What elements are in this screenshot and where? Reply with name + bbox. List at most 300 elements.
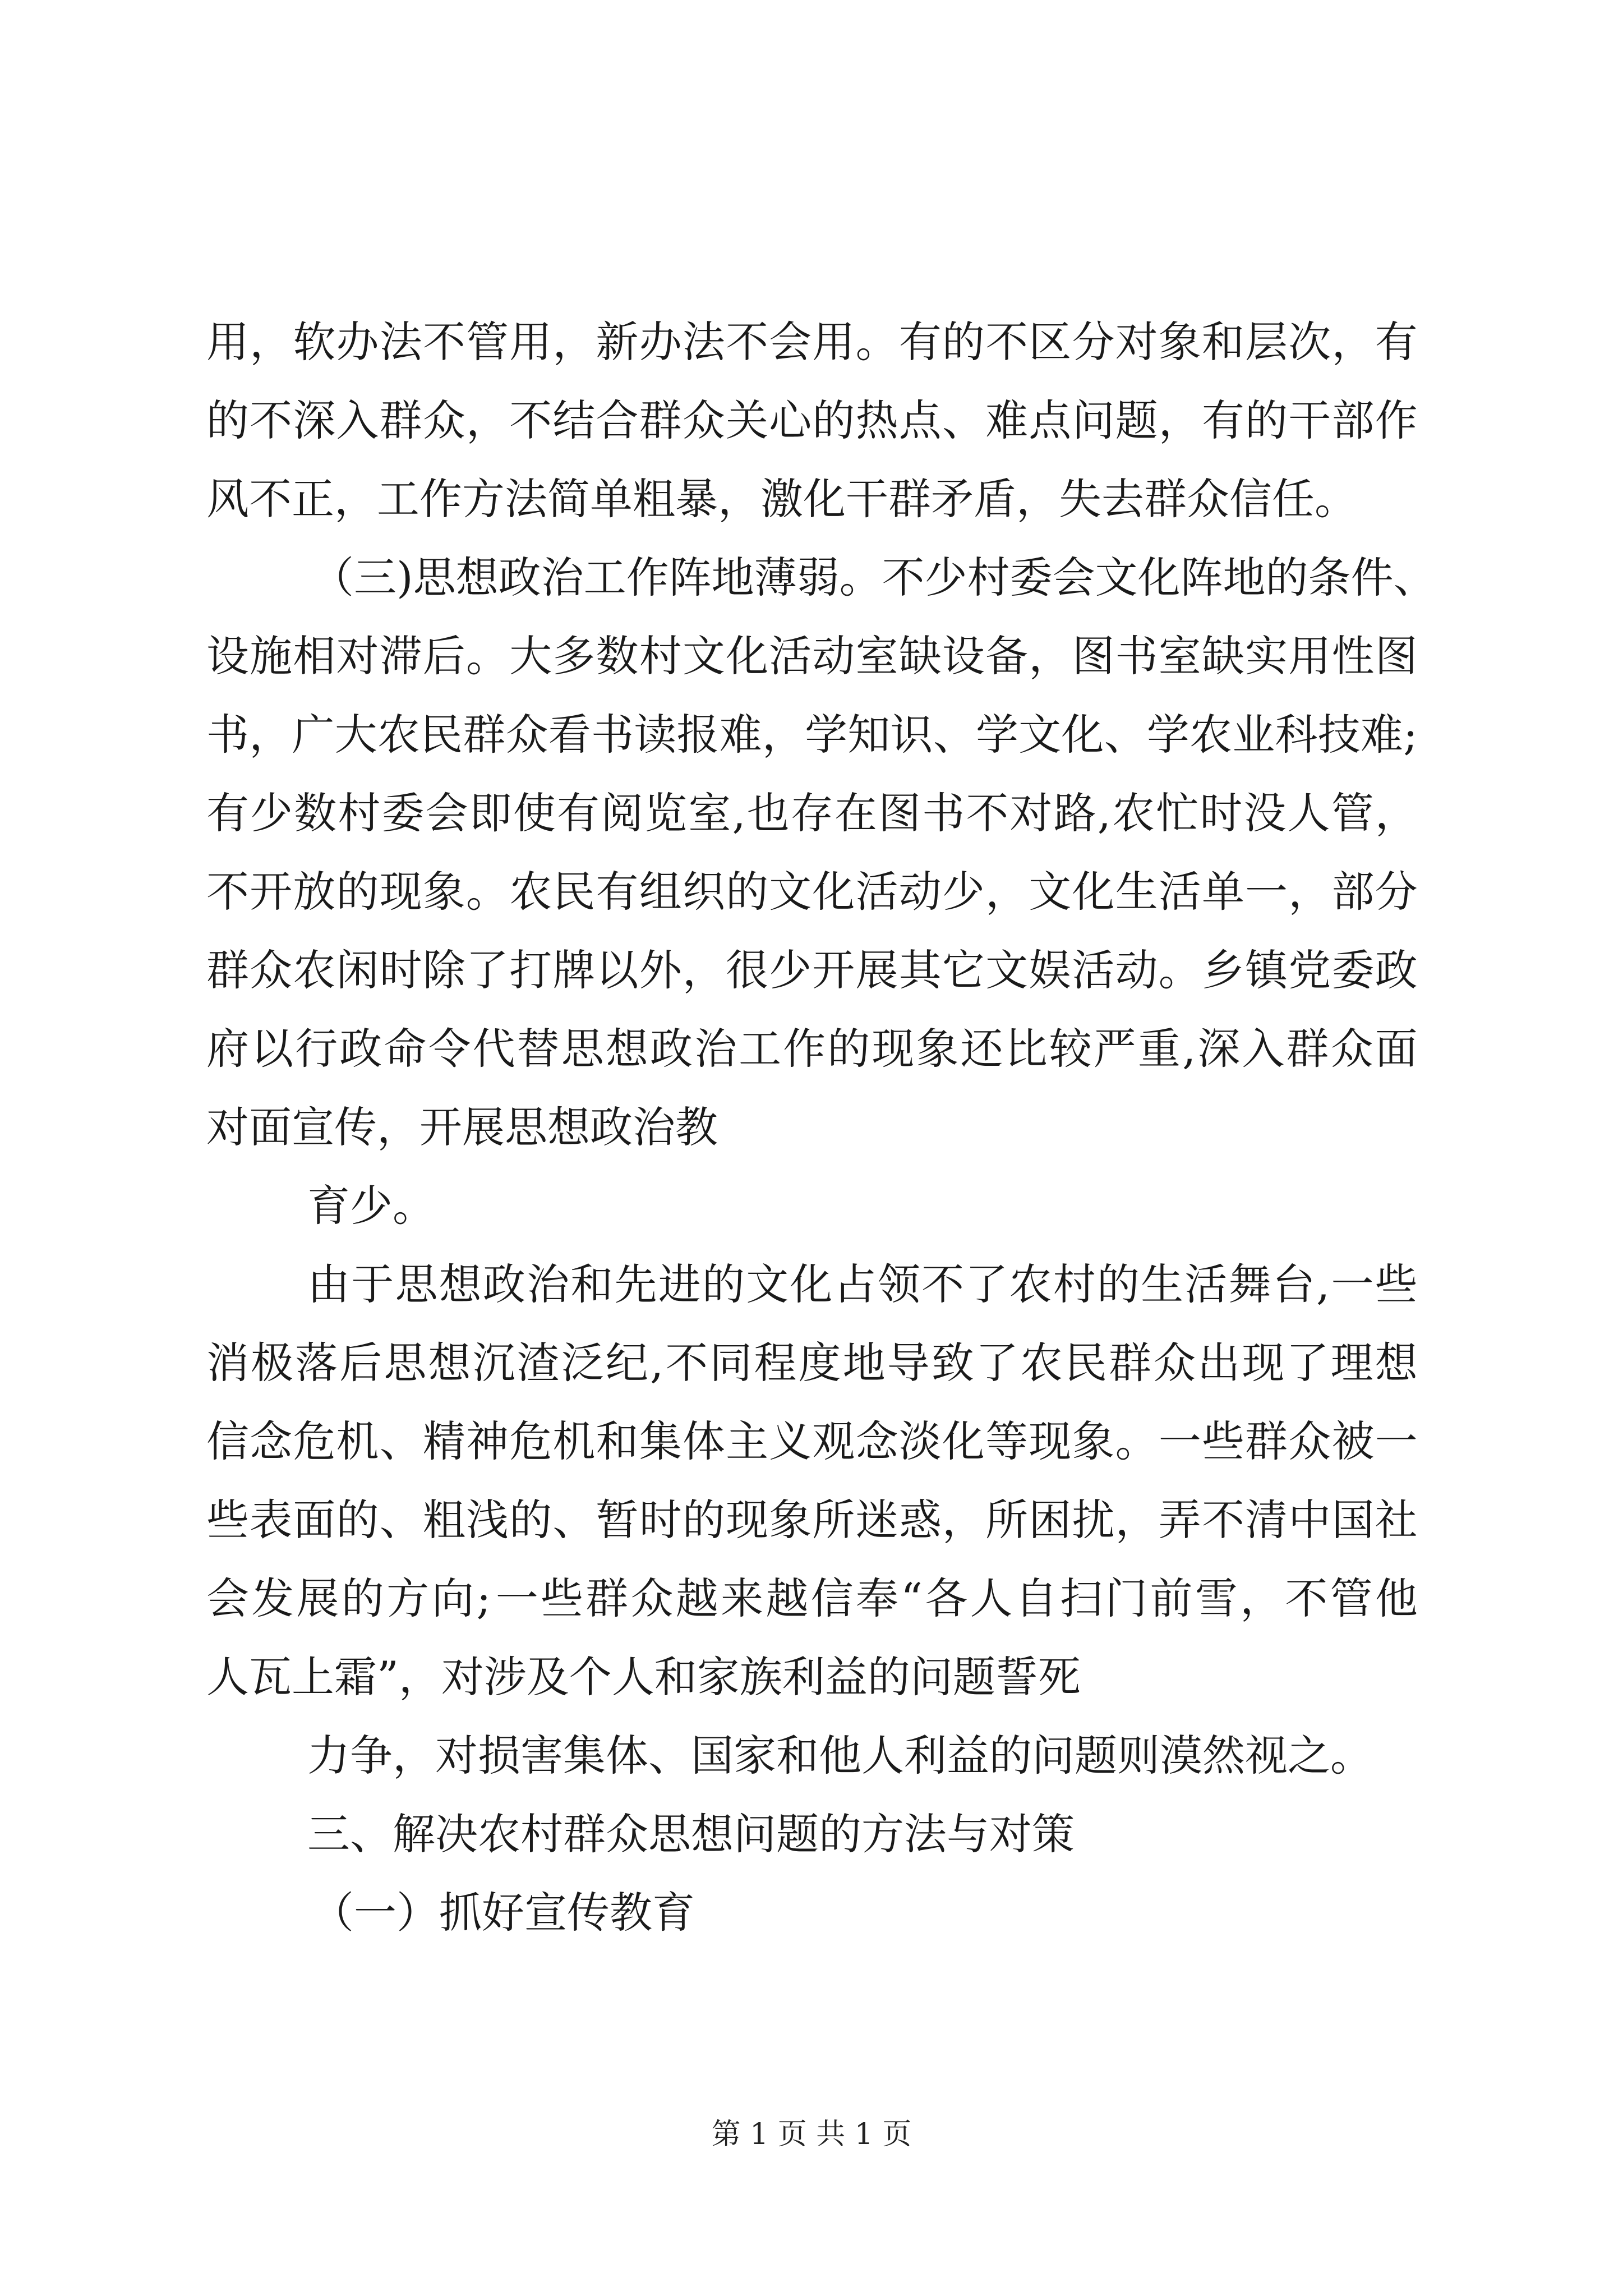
text-char: ) [396, 553, 413, 602]
text-char: 社 [1375, 1495, 1418, 1545]
text-char: 设 [206, 631, 249, 681]
text-char: 动 [1115, 945, 1158, 995]
text-char: 来 [721, 1573, 764, 1623]
text-char: 面 [293, 1495, 336, 1545]
text-char: 群 [585, 1573, 629, 1623]
text-char: 除 [422, 945, 465, 995]
text-char: 表 [250, 1495, 293, 1545]
text-char: 的 [509, 1495, 552, 1545]
text-char: 代 [472, 1024, 515, 1074]
text-char: 地 [1223, 553, 1266, 602]
text-char: 文 [682, 631, 725, 681]
text-char: 思 [384, 1338, 427, 1388]
text-char: 机 [336, 1416, 379, 1466]
text-char: 象 [1072, 1416, 1115, 1466]
text-char: 念 [855, 1416, 898, 1466]
text-char: 的 [1096, 1259, 1140, 1309]
text-char: 同 [709, 1338, 753, 1388]
text-char: 薄 [754, 553, 797, 602]
text-char: 村 [338, 788, 381, 838]
text-char: 有 [1375, 317, 1418, 367]
text-char: 组 [639, 867, 682, 917]
text-char: 阅 [601, 788, 644, 838]
text-char: 越 [675, 1573, 718, 1623]
text-char: 等 [985, 1416, 1029, 1466]
text-char: “ [901, 1573, 923, 1623]
text-char: 农 [293, 945, 336, 995]
text-char: 委 [1009, 553, 1053, 602]
text-char: 活 [769, 631, 812, 681]
text-char: 和 [570, 1259, 614, 1309]
text-char: 替 [517, 1024, 560, 1074]
text-char: 会 [1052, 553, 1095, 602]
text-char: 众 [1288, 1416, 1331, 1466]
text-char: 。 [466, 867, 509, 917]
text-char: 弱 [796, 553, 840, 602]
text-char: 观 [812, 1416, 855, 1466]
text-char: 命 [384, 1024, 427, 1074]
text-char: 结 [552, 395, 596, 445]
text-char: 有 [557, 788, 600, 838]
text-char: 的 [341, 1573, 384, 1623]
text-char: 打 [509, 945, 552, 995]
text-char: 很 [726, 945, 769, 995]
text-char: 娱 [1029, 945, 1072, 995]
text-char: 办 [336, 317, 379, 367]
text-line: 人瓦上霜”，对涉及个人和家族利益的问题誓死 [206, 1652, 1081, 1702]
text-char: 化 [1137, 553, 1181, 602]
text-char: 部 [1331, 395, 1375, 445]
text-char: 象 [916, 1024, 959, 1074]
text-char: 动 [898, 867, 942, 917]
text-char: 些 [541, 1573, 583, 1623]
text-char: 发 [251, 1573, 294, 1623]
text-char: 暂 [596, 1495, 639, 1545]
text-char: 象 [769, 1495, 812, 1545]
text-char: 化 [1061, 710, 1104, 760]
text-char: 一 [1331, 1259, 1374, 1309]
text-char: 严 [1093, 1024, 1136, 1074]
text-char: 不 [422, 317, 465, 367]
text-char: 沉 [472, 1338, 515, 1388]
text-char: 多 [552, 631, 596, 681]
text-line: 风不正，工作方法简单粗暴，激化干群矛盾，失去群众信任。 [206, 474, 1357, 524]
text-char: 的 [682, 1495, 725, 1545]
text-char: 的 [336, 1495, 379, 1545]
text-char: 众 [422, 395, 465, 445]
text-char: 没 [1243, 788, 1287, 838]
text-char: 现 [872, 1024, 915, 1074]
text-char: 少 [924, 553, 967, 602]
text-char: , [1316, 1259, 1330, 1309]
text-char: 一 [1375, 1416, 1418, 1466]
text-char: 一 [495, 1573, 538, 1623]
text-char: 众 [1153, 1338, 1196, 1388]
text-char: 奉 [855, 1573, 898, 1623]
text-char: 度 [798, 1338, 841, 1388]
text-char: 生 [1141, 1259, 1184, 1309]
text-char: 方 [386, 1573, 430, 1623]
text-char: 的 [206, 395, 249, 445]
text-char: 分 [1072, 317, 1115, 367]
text-char: 广 [292, 710, 335, 760]
text-char: 众 [1330, 1024, 1373, 1074]
text-char: 进 [658, 1259, 701, 1309]
text-char: 了 [975, 1338, 1018, 1388]
text-char: 题 [1115, 395, 1158, 445]
text-char: 精 [422, 1416, 465, 1466]
text-char: 入 [1242, 1024, 1285, 1074]
text-char: 化 [1072, 867, 1115, 917]
text-char: 政 [498, 553, 541, 602]
text-line [206, 707, 1418, 763]
text-char: 想 [428, 1338, 471, 1388]
text-char: 极 [251, 1338, 294, 1388]
text-char: 活 [1072, 945, 1115, 995]
text-char: 深 [1197, 1024, 1241, 1074]
text-char: 对 [1115, 317, 1158, 367]
text-char: 信 [810, 1573, 854, 1623]
text-char: 面 [1375, 1024, 1418, 1074]
text-char: 管 [1330, 1573, 1373, 1623]
text-char: 现 [1242, 1338, 1285, 1388]
text-char: 领 [877, 1259, 920, 1309]
text-char: 心 [769, 395, 812, 445]
text-char: ; [1403, 710, 1418, 760]
text-char: 危 [509, 1416, 552, 1466]
text-char: 众 [250, 945, 293, 995]
text-char: 些 [1375, 1259, 1418, 1309]
text-char: 化 [726, 631, 769, 681]
text-char: 出 [1197, 1338, 1241, 1388]
text-char: 化 [812, 867, 855, 917]
text-line [206, 628, 1418, 684]
text-char: 不 [921, 1259, 965, 1309]
text-char: 众 [505, 710, 548, 760]
text-char: 时 [1200, 788, 1243, 838]
text-char: 群 [379, 395, 422, 445]
text-line [206, 1492, 1418, 1548]
text-char: 闲 [336, 945, 379, 995]
text-char: 其 [898, 945, 942, 995]
text-char: 治 [541, 553, 584, 602]
text-char: 会 [425, 788, 468, 838]
text-char: 作 [626, 553, 669, 602]
text-char: 现 [726, 1495, 769, 1545]
text-char: 法 [682, 317, 725, 367]
text-line: 育少。 [307, 1181, 435, 1231]
text-line [206, 1335, 1418, 1391]
text-char: 农 [377, 710, 420, 760]
text-char: ， [250, 317, 293, 367]
text-char: 工 [583, 553, 626, 602]
text-char: 纪 [605, 1338, 648, 1388]
text-char: 路 [1053, 788, 1096, 838]
text-char: 的 [702, 1259, 745, 1309]
text-char: 自 [1015, 1573, 1058, 1623]
text-char: 文 [1018, 710, 1062, 760]
text-char: 不 [1201, 1495, 1244, 1545]
text-char: 象 [422, 867, 465, 917]
text-char: 行 [295, 1024, 338, 1074]
text-char: 时 [639, 1495, 682, 1545]
text-char: 想 [1375, 1338, 1418, 1388]
text-char: 的 [726, 867, 769, 917]
text-char: 所 [812, 1495, 855, 1545]
text-char: 不 [665, 1338, 708, 1388]
text-char: 一 [1158, 1416, 1201, 1466]
text-char: 书 [206, 710, 249, 760]
text-char: 在 [834, 788, 878, 838]
text-char: 设 [942, 631, 985, 681]
text-char: 现 [379, 867, 422, 917]
text-char: 用 [1288, 631, 1331, 681]
text-char: 的 [827, 1024, 870, 1074]
text-char: 化 [790, 1259, 833, 1309]
text-char: 入 [336, 395, 379, 445]
page-footer: 第 1 页 共 1 页 [711, 2118, 912, 2151]
text-char: 法 [379, 317, 422, 367]
text-char: ， [552, 317, 596, 367]
text-char: 用 [509, 317, 552, 367]
text-char: 条 [1308, 553, 1351, 602]
text-char: 滞 [379, 631, 422, 681]
text-char: 思 [413, 553, 456, 602]
text-char: 活 [1158, 867, 1201, 917]
text-char: 扫 [1060, 1573, 1103, 1623]
text-char: 由 [307, 1259, 350, 1309]
text-char: 各 [925, 1573, 968, 1623]
text-char: 浅 [466, 1495, 509, 1545]
text-char: 民 [420, 710, 463, 760]
text-char: 中 [1288, 1495, 1331, 1545]
text-char: 的 [812, 395, 855, 445]
text-char: 数 [596, 631, 639, 681]
text-char: ; [476, 1573, 491, 1623]
text-char: 会 [769, 317, 812, 367]
text-char: 乡 [1201, 945, 1244, 995]
text-char: 对 [336, 631, 379, 681]
text-char: 危 [293, 1416, 336, 1466]
text-char: 备 [985, 631, 1029, 681]
text-char: 消 [206, 1338, 249, 1388]
text-char: 党 [1288, 945, 1331, 995]
text-char: 惑 [898, 1495, 942, 1545]
section-heading: 三、解决农村群众思想问题的方法与对策 [307, 1809, 1075, 1859]
text-char: ， [1158, 395, 1201, 445]
text-char: 、 [942, 395, 985, 445]
text-char: 工 [739, 1024, 782, 1074]
text-char: 阵 [668, 553, 712, 602]
text-char: 室 [1158, 631, 1201, 681]
text-char: 占 [833, 1259, 877, 1309]
text-char: 性 [1331, 631, 1375, 681]
text-char: 难 [719, 710, 762, 760]
text-char: , [1182, 1024, 1196, 1074]
text-char: 技 [1317, 710, 1361, 760]
text-char: 民 [552, 867, 596, 917]
text-char: 存 [790, 788, 833, 838]
text-char: 书 [922, 788, 965, 838]
text-char: 所 [985, 1495, 1029, 1545]
text-char: 施 [250, 631, 293, 681]
text-char: ， [1375, 788, 1418, 838]
text-char: 理 [1330, 1338, 1373, 1388]
text-char: 现 [1029, 1416, 1072, 1466]
text-char: 报 [676, 710, 720, 760]
text-char: 缺 [1201, 631, 1244, 681]
text-char: 、 [379, 1495, 422, 1545]
text-char: 展 [296, 1573, 339, 1623]
text-char: 国 [1331, 1495, 1375, 1545]
text-char: 。 [855, 317, 898, 367]
text-char: 越 [766, 1573, 809, 1623]
text-char: 管 [1331, 788, 1374, 838]
text-line: 力争，对损害集体、国家和他人利益的问题则漠然视之。 [307, 1731, 1373, 1780]
text-char: 较 [1049, 1024, 1092, 1074]
text-char: 室 [688, 788, 731, 838]
text-char: 了 [965, 1259, 1008, 1309]
text-char: 。 [466, 631, 509, 681]
text-char: 比 [1004, 1024, 1048, 1074]
text-char: 关 [726, 395, 769, 445]
text-char: 。 [1158, 945, 1201, 995]
text-char: 书 [1115, 631, 1158, 681]
text-char: 泛 [561, 1338, 604, 1388]
text-char: 少 [942, 867, 985, 917]
text-char: 致 [931, 1338, 974, 1388]
text-char: 难 [985, 395, 1029, 445]
text-char: 舞 [1228, 1259, 1271, 1309]
text-char: 时 [379, 945, 422, 995]
text-char: 政 [649, 1024, 693, 1074]
text-char: ， [1331, 317, 1375, 367]
text-char: 政 [339, 1024, 382, 1074]
text-char: 活 [1184, 1259, 1228, 1309]
text-char: 牌 [552, 945, 596, 995]
text-char: 有 [206, 788, 249, 838]
text-char: 了 [1286, 1338, 1329, 1388]
text-char: 学 [805, 710, 848, 760]
text-char: 委 [381, 788, 425, 838]
text-char: 了 [466, 945, 509, 995]
text-char: 想 [605, 1024, 648, 1074]
text-char: 对 [1009, 788, 1053, 838]
text-char: 向 [431, 1573, 474, 1623]
text-char: 雪 [1195, 1573, 1238, 1623]
text-char: 少 [769, 945, 812, 995]
text-char: 群 [1109, 1338, 1152, 1388]
text-char: 。 [839, 553, 882, 602]
text-char: 分 [1375, 867, 1418, 917]
text-char: 区 [1029, 317, 1072, 367]
text-char: 的 [1245, 395, 1288, 445]
text-char: 动 [812, 631, 855, 681]
text-char: 不 [966, 788, 1009, 838]
text-char: 点 [898, 395, 942, 445]
text-char: 忙 [1156, 788, 1199, 838]
text-char: 弄 [1158, 1495, 1201, 1545]
text-char: 门 [1105, 1573, 1148, 1623]
text-char: 扰 [1072, 1495, 1115, 1545]
text-char: 治 [694, 1024, 737, 1074]
text-char: 展 [855, 945, 898, 995]
text-char: 地 [711, 553, 754, 602]
text-char: 、 [379, 1416, 422, 1466]
text-char: ， [682, 945, 725, 995]
text-char: 农 [1009, 1259, 1052, 1309]
text-char: 图 [1375, 631, 1418, 681]
text-char: 文 [746, 1259, 789, 1309]
text-line [206, 785, 1418, 841]
subsection-heading: （一）抓好宣传教育 [311, 1888, 695, 1938]
text-char: 管 [466, 317, 509, 367]
text-char: 室 [855, 631, 898, 681]
text-char: 图 [878, 788, 921, 838]
text-char: 、 [933, 710, 976, 760]
text-char: 淡 [898, 1416, 942, 1466]
text-char: 困 [1029, 1495, 1072, 1545]
text-char: 群 [639, 395, 682, 445]
text-char: 难 [1360, 710, 1403, 760]
text-char: 不 [882, 553, 925, 602]
text-char: 村 [639, 631, 682, 681]
text-char: 和 [596, 1416, 639, 1466]
text-char: 文 [769, 867, 812, 917]
text-char: 生 [1115, 867, 1158, 917]
text-char: 群 [463, 710, 506, 760]
text-char: 村 [967, 553, 1010, 602]
text-char: 不 [206, 867, 249, 917]
text-char: 热 [855, 395, 898, 445]
text-char: 府 [206, 1024, 249, 1074]
text-char: 还 [960, 1024, 1003, 1074]
text-char: 神 [466, 1416, 509, 1466]
text-char: 众 [682, 395, 725, 445]
text-char: 想 [439, 1259, 482, 1309]
text-char: 它 [942, 945, 985, 995]
text-char: 的 [336, 867, 379, 917]
text-char: 会 [206, 1573, 249, 1623]
text-char: 图 [1072, 631, 1115, 681]
text-char: 缺 [898, 631, 942, 681]
text-char: 深 [293, 395, 336, 445]
text-char: 义 [769, 1416, 812, 1466]
text-char: ， [466, 395, 509, 445]
text-char: 化 [942, 1416, 985, 1466]
text-char: 文 [985, 945, 1029, 995]
text-char: 信 [206, 1416, 249, 1466]
text-char: 点 [1029, 395, 1072, 445]
text-char: 知 [847, 710, 891, 760]
text-char: 政 [1375, 945, 1418, 995]
text-line: 对面宣传，开展思想政治教 [206, 1102, 718, 1152]
text-char: 科 [1275, 710, 1318, 760]
text-char: 体 [682, 1416, 725, 1466]
text-char: 即 [469, 788, 512, 838]
text-char: 后 [339, 1338, 382, 1388]
text-char: 问 [1072, 395, 1115, 445]
text-char: 想 [455, 553, 499, 602]
text-char: ， [762, 710, 805, 760]
text-char: 用 [812, 317, 855, 367]
text-char: 读 [634, 710, 677, 760]
text-char: 的 [942, 317, 985, 367]
text-char: 开 [812, 945, 855, 995]
text-char: 群 [206, 945, 249, 995]
text-char: 象 [1158, 317, 1201, 367]
text-char: 外 [639, 945, 682, 995]
